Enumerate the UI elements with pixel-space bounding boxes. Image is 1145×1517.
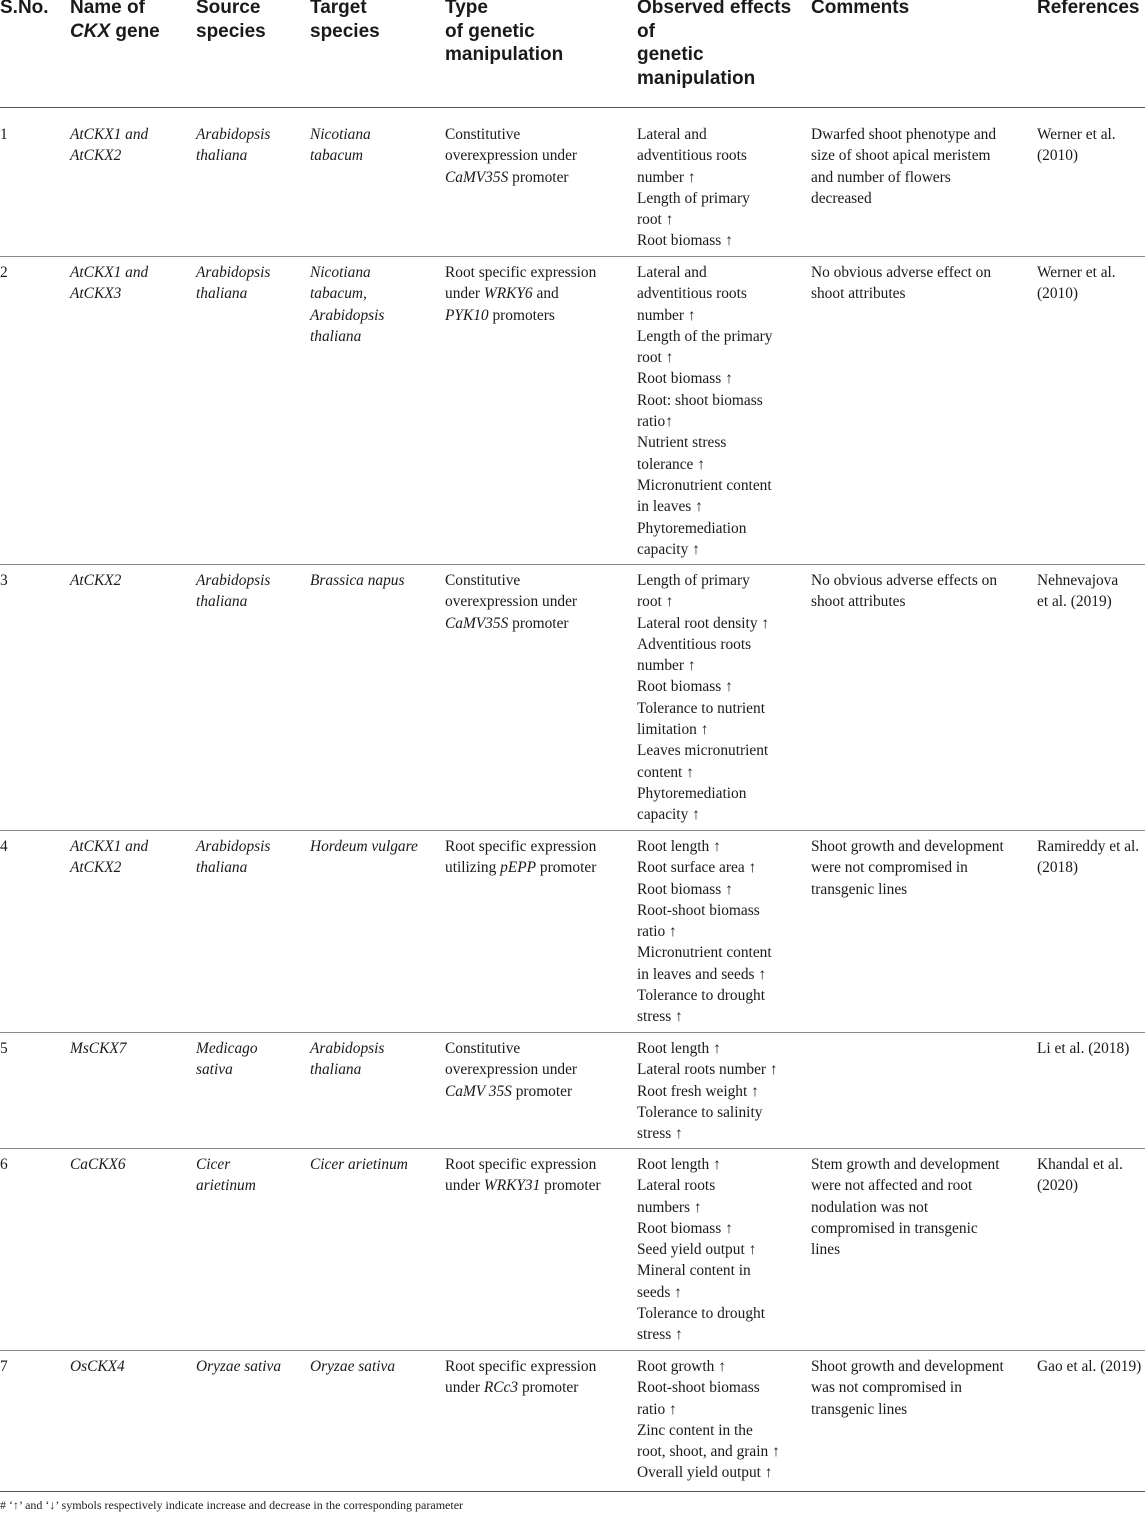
- cell-references: [1037, 262, 1116, 305]
- cell-line: Root length ↑: [637, 1040, 721, 1057]
- cell-line: Root length ↑: [637, 838, 721, 855]
- cell-line: Length of primary: [637, 189, 750, 207]
- cell-manipulation-type: [445, 570, 577, 634]
- cell-line: Tolerance to drought: [637, 1305, 765, 1323]
- cell-line: tabacum,: [310, 285, 367, 303]
- cell-line: CaCKX6: [70, 1156, 126, 1173]
- cell-line: (2010): [1037, 285, 1079, 303]
- cell-line: seeds ↑: [637, 1283, 682, 1301]
- cell-line: 6: [0, 1156, 8, 1173]
- cell-line: nodulation was not: [811, 1198, 929, 1216]
- cell-line: Tolerance to nutrient: [637, 699, 765, 717]
- cell-line: Arabidopsis: [196, 126, 271, 143]
- cell-line: stress ↑: [637, 1125, 683, 1143]
- cell-line: thaliana: [196, 593, 248, 611]
- cell-line: CaMV 35S promoter: [445, 1082, 573, 1100]
- cell-line: Phytoremediation: [637, 784, 747, 802]
- cell-line: AtCKX1 and: [70, 838, 149, 855]
- cell-line: AtCKX2: [70, 572, 122, 589]
- cell-target-species: [310, 1356, 395, 1377]
- header-comments: Comments: [811, 0, 910, 18]
- cell-line: Werner et al.: [1037, 126, 1116, 143]
- cell-line: ratio ↑: [637, 1400, 677, 1418]
- cell-line: Root growth ↑: [637, 1358, 726, 1375]
- cell-line: Root biomass ↑: [637, 232, 733, 250]
- cell-line: adventitious roots: [637, 285, 747, 303]
- cell-line: root ↑: [637, 593, 674, 611]
- row-divider: [0, 564, 1145, 565]
- row-divider: [0, 1032, 1145, 1033]
- cell-observed-effects: [637, 1154, 765, 1346]
- cell-line: Arabidopsis: [196, 264, 271, 281]
- cell-line: under WRKY6 and: [445, 285, 559, 303]
- cell-line: Root specific expression: [445, 1156, 597, 1173]
- cell-line: Constitutive: [445, 572, 521, 589]
- cell-target-species: [310, 124, 371, 167]
- cell-line: number ↑: [637, 306, 696, 324]
- cell-line: capacity ↑: [637, 540, 700, 558]
- cell-line: Shoot growth and development: [811, 838, 1004, 855]
- cell-manipulation-type: [445, 124, 577, 188]
- cell-line: Lateral roots number ↑: [637, 1061, 778, 1079]
- cell-line: Root biomass ↑: [637, 880, 733, 898]
- cell-line: Root specific expression: [445, 1358, 597, 1375]
- cell-observed-effects: [637, 1356, 780, 1484]
- cell-line: shoot attributes: [811, 285, 906, 303]
- cell-target-species: [310, 262, 384, 347]
- cell-line: Lateral and: [637, 264, 707, 281]
- header-sno: S.No.: [0, 0, 49, 18]
- cell-line: ratio ↑: [637, 923, 677, 941]
- cell-line: (2020): [1037, 1177, 1079, 1195]
- cell-line: Root length ↑: [637, 1156, 721, 1173]
- cell-line: utilizing pEPP promoter: [445, 859, 597, 877]
- row-divider: [0, 1350, 1145, 1351]
- header-references: References: [1037, 0, 1140, 18]
- cell-line: shoot attributes: [811, 593, 906, 611]
- cell-references: [1037, 1356, 1141, 1377]
- cell-line: OsCKX4: [70, 1358, 125, 1375]
- cell-line: transgenic lines: [811, 1400, 908, 1418]
- cell-references: [1037, 570, 1118, 613]
- header-source-species: Source species: [196, 0, 266, 42]
- cell-line: Root surface area ↑: [637, 859, 757, 877]
- cell-line: Seed yield output ↑: [637, 1241, 757, 1259]
- cell-line: sativa: [196, 1061, 233, 1079]
- cell-line: CaMV35S promoter: [445, 168, 569, 186]
- cell-line: (2018): [1037, 859, 1079, 877]
- row-divider: [0, 830, 1145, 831]
- cell-source-species: [196, 1038, 258, 1081]
- cell-line: Root biomass ↑: [637, 1219, 733, 1237]
- cell-line: Lateral root density ↑: [637, 614, 770, 632]
- cell-line: et al. (2019): [1037, 593, 1112, 611]
- cell-gene: [70, 836, 148, 879]
- cell-observed-effects: [637, 1038, 778, 1144]
- cell-line: lines: [811, 1241, 841, 1259]
- cell-references: [1037, 1154, 1123, 1197]
- cell-line: 2: [0, 264, 8, 281]
- cell-line: Cicer arietinum: [310, 1156, 408, 1173]
- cell-line: Ramireddy et al.: [1037, 838, 1140, 855]
- cell-line: thaliana: [196, 147, 248, 165]
- cell-line: number ↑: [637, 657, 696, 675]
- cell-line: overexpression under: [445, 1061, 578, 1079]
- cell-line: Tolerance to salinity: [637, 1103, 763, 1121]
- cell-line: Root specific expression: [445, 264, 597, 281]
- cell-line: Arabidopsis: [310, 1040, 385, 1057]
- cell-observed-effects: [637, 262, 772, 560]
- cell-line: Root biomass ↑: [637, 678, 733, 696]
- cell-line: Root fresh weight ↑: [637, 1082, 759, 1100]
- header-divider: [0, 107, 1145, 108]
- cell-line: Oryzae sativa: [196, 1358, 282, 1375]
- cell-line: were not compromised in: [811, 859, 968, 877]
- cell-line: Micronutrient content: [637, 944, 772, 962]
- cell-line: thaliana: [196, 859, 248, 877]
- cell-sno: [0, 1356, 8, 1377]
- cell-line: and number of flowers: [811, 168, 951, 186]
- cell-line: Root: shoot biomass: [637, 391, 763, 409]
- cell-line: content ↑: [637, 763, 694, 781]
- cell-line: Cicer: [196, 1156, 231, 1173]
- cell-line: 4: [0, 838, 8, 855]
- cell-line: Stem growth and development: [811, 1156, 1000, 1173]
- cell-line: thaliana: [310, 1061, 362, 1079]
- cell-line: overexpression under: [445, 147, 578, 165]
- cell-line: Nicotiana: [310, 126, 371, 143]
- cell-observed-effects: [637, 124, 750, 252]
- cell-line: Li et al. (2018): [1037, 1040, 1130, 1057]
- cell-line: tabacum: [310, 147, 364, 165]
- cell-line: Length of the primary: [637, 327, 773, 345]
- cell-line: ratio↑: [637, 413, 673, 431]
- cell-line: 7: [0, 1358, 8, 1375]
- cell-comments: [811, 1154, 1000, 1260]
- cell-line: in leaves ↑: [637, 498, 703, 516]
- cell-manipulation-type: [445, 1154, 601, 1197]
- cell-sno: [0, 1154, 8, 1175]
- cell-line: under WRKY31 promoter: [445, 1177, 601, 1195]
- cell-line: thaliana: [196, 285, 248, 303]
- cell-line: Leaves micronutrient: [637, 742, 769, 760]
- cell-line: root, shoot, and grain ↑: [637, 1443, 780, 1461]
- cell-line: AtCKX2: [70, 147, 122, 165]
- cell-line: stress ↑: [637, 1008, 683, 1026]
- cell-line: in leaves and seeds ↑: [637, 965, 767, 983]
- table-header: [0, 0, 1145, 107]
- cell-line: Constitutive: [445, 1040, 521, 1057]
- cell-line: Length of primary: [637, 572, 750, 589]
- cell-line: AtCKX1 and: [70, 126, 149, 143]
- cell-line: Nutrient stress: [637, 434, 727, 452]
- cell-line: Medicago: [196, 1040, 258, 1057]
- cell-sno: [0, 262, 8, 283]
- row-divider: [0, 1148, 1145, 1149]
- cell-source-species: [196, 1356, 281, 1377]
- cell-references: [1037, 124, 1116, 167]
- table-footnote: # ‘↑’ and ‘↓’ symbols respectively indicate increase and decrease in the corresponding parameter: [0, 1498, 464, 1512]
- cell-line: Micronutrient content: [637, 476, 772, 494]
- row-divider: [0, 256, 1145, 257]
- cell-line: size of shoot apical meristem: [811, 147, 991, 165]
- cell-line: Khandal et al.: [1037, 1156, 1123, 1173]
- cell-gene: [70, 570, 121, 591]
- cell-line: Root-shoot biomass: [637, 901, 760, 919]
- cell-line: 3: [0, 572, 8, 589]
- cell-line: arietinum: [196, 1177, 256, 1195]
- cell-comments: [811, 1356, 1004, 1420]
- cell-line: No obvious adverse effect on: [811, 264, 992, 281]
- cell-line: root ↑: [637, 211, 674, 229]
- cell-gene: [70, 1154, 126, 1175]
- cell-line: AtCKX3: [70, 285, 122, 303]
- cell-gene: [70, 1038, 126, 1059]
- cell-line: root ↑: [637, 349, 674, 367]
- cell-comments: [811, 836, 1004, 900]
- cell-line: Adventitious roots: [637, 635, 752, 653]
- cell-line: (2010): [1037, 147, 1079, 165]
- cell-line: Arabidopsis: [196, 838, 271, 855]
- cell-line: limitation ↑: [637, 721, 709, 739]
- cell-line: Zinc content in the: [637, 1421, 753, 1439]
- header-gene: Name of CKX gene: [70, 0, 160, 42]
- cell-line: Arabidopsis: [310, 306, 385, 324]
- cell-line: were not affected and root: [811, 1177, 973, 1195]
- cell-line: Tolerance to drought: [637, 987, 765, 1005]
- cell-line: overexpression under: [445, 593, 578, 611]
- cell-line: Root biomass ↑: [637, 370, 733, 388]
- cell-line: 5: [0, 1040, 8, 1057]
- cell-target-species: [310, 1154, 408, 1175]
- cell-line: AtCKX2: [70, 859, 122, 877]
- cell-manipulation-type: [445, 262, 596, 326]
- cell-line: decreased: [811, 189, 872, 207]
- cell-line: thaliana: [310, 327, 362, 345]
- cell-line: Shoot growth and development: [811, 1358, 1004, 1375]
- cell-line: Nehnevajova: [1037, 572, 1119, 589]
- cell-line: Oryzae sativa: [310, 1358, 396, 1375]
- cell-source-species: [196, 262, 270, 305]
- cell-source-species: [196, 836, 270, 879]
- cell-target-species: [310, 1038, 384, 1081]
- cell-sno: [0, 124, 8, 145]
- cell-line: AtCKX1 and: [70, 264, 149, 281]
- cell-target-species: [310, 836, 418, 857]
- cell-source-species: [196, 570, 270, 613]
- cell-references: [1037, 836, 1139, 879]
- cell-sno: [0, 836, 8, 857]
- cell-line: Overall yield output ↑: [637, 1464, 773, 1482]
- cell-line: Phytoremediation: [637, 519, 747, 537]
- cell-line: Nicotiana: [310, 264, 371, 281]
- cell-line: No obvious adverse effects on: [811, 572, 998, 589]
- cell-sno: [0, 570, 8, 591]
- cell-line: 1: [0, 126, 8, 143]
- cell-line: Lateral roots: [637, 1177, 716, 1195]
- cell-line: transgenic lines: [811, 880, 908, 898]
- cell-line: adventitious roots: [637, 147, 747, 165]
- cell-comments: [811, 262, 991, 305]
- cell-comments: [811, 124, 996, 209]
- cell-comments: [811, 570, 997, 613]
- cell-source-species: [196, 1154, 256, 1197]
- cell-line: Root-shoot biomass: [637, 1379, 760, 1397]
- cell-line: MsCKX7: [70, 1040, 127, 1057]
- cell-line: under RCc3 promoter: [445, 1379, 579, 1397]
- cell-line: compromised in transgenic: [811, 1219, 978, 1237]
- cell-line: numbers ↑: [637, 1198, 702, 1216]
- cell-line: PYK10 promoters: [445, 306, 555, 324]
- cell-line: Werner et al.: [1037, 264, 1116, 281]
- cell-line: stress ↑: [637, 1326, 683, 1344]
- cell-line: was not compromised in: [811, 1379, 962, 1397]
- cell-target-species: [310, 570, 405, 591]
- cell-sno: [0, 1038, 8, 1059]
- cell-line: number ↑: [637, 168, 696, 186]
- cell-line: Mineral content in: [637, 1262, 751, 1280]
- cell-line: Root specific expression: [445, 838, 597, 855]
- cell-line: CaMV35S promoter: [445, 614, 569, 632]
- cell-source-species: [196, 124, 270, 167]
- header-manipulation-type: Type of genetic manipulation: [445, 0, 564, 65]
- cell-references: [1037, 1038, 1129, 1059]
- cell-line: Gao et al. (2019): [1037, 1358, 1142, 1375]
- cell-line: Brassica napus: [310, 572, 405, 589]
- cell-observed-effects: [637, 836, 772, 1028]
- cell-line: Lateral and: [637, 126, 707, 143]
- cell-manipulation-type: [445, 836, 596, 879]
- header-observed-effects: Observed effects of genetic manipulation: [637, 0, 792, 89]
- cell-line: tolerance ↑: [637, 455, 705, 473]
- table-bottom-divider: [0, 1491, 1145, 1492]
- cell-gene: [70, 262, 148, 305]
- cell-observed-effects: [637, 570, 769, 826]
- cell-manipulation-type: [445, 1356, 596, 1399]
- cell-manipulation-type: [445, 1038, 577, 1102]
- cell-line: capacity ↑: [637, 806, 700, 824]
- cell-gene: [70, 124, 148, 167]
- cell-line: Dwarfed shoot phenotype and: [811, 126, 997, 143]
- header-target-species: Target species: [310, 0, 380, 42]
- cell-line: Constitutive: [445, 126, 521, 143]
- cell-line: Arabidopsis: [196, 572, 271, 589]
- cell-line: Hordeum vulgare: [310, 838, 418, 855]
- cell-gene: [70, 1356, 125, 1377]
